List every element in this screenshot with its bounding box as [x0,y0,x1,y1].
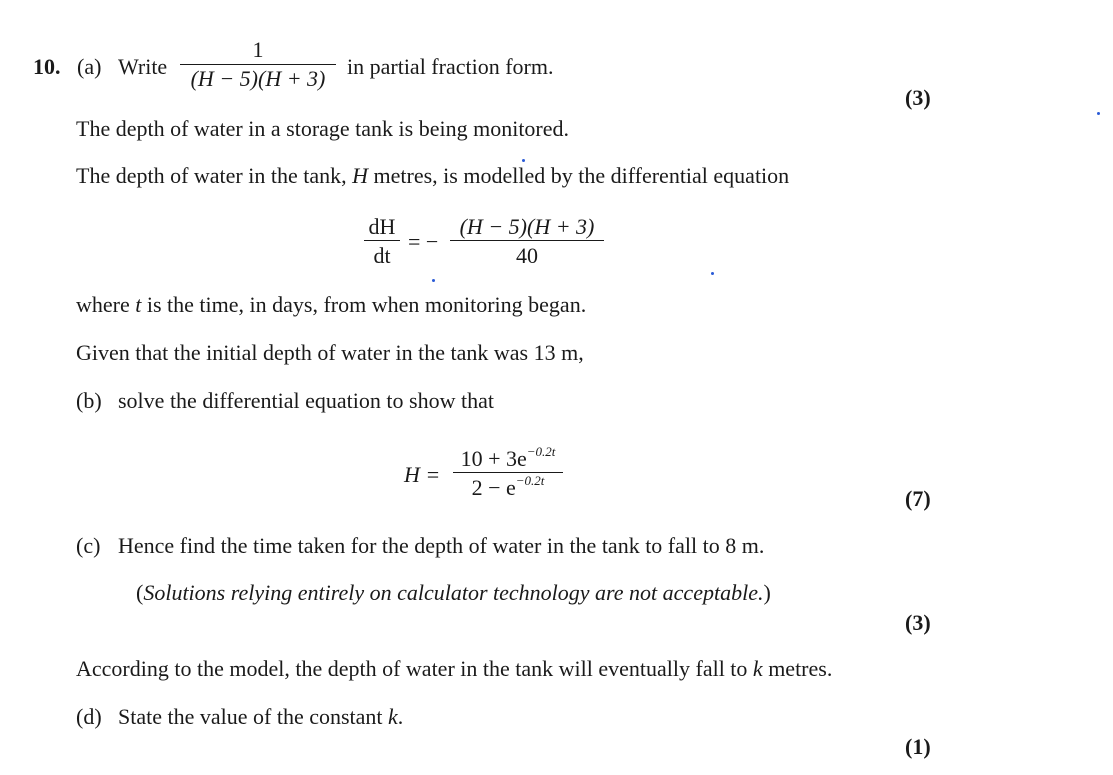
result-denominator: $2 - e^{-0.2t}$ [471,472,545,500]
part-c-note: (Solutions relying entirely on calculator technology are not acceptable.) [136,580,771,605]
variable-k-d: k [388,704,398,729]
context-line-3-a: where [76,292,130,317]
rhs-numerator: (H − 5)(H + 3) [459,214,595,239]
part-a-marks: (3) [905,85,931,110]
part-d-text [118,704,403,730]
stray-dot [711,272,714,275]
rhs-denominator: 40 [516,243,538,268]
part-c-marks: (3) [905,610,931,635]
context-line-1: The depth of water in a storage tank is being monitored. [76,116,570,141]
question-number: 10. [33,54,61,79]
part-c-note-text: Solutions relying entirely on calculator technology are not acceptable. [143,580,764,605]
part-a-post: in partial fraction form. [347,54,554,79]
rhs-fraction [450,214,604,271]
variable-h: H [352,163,369,188]
variable-t: t [135,292,142,317]
context-line-3 [76,292,586,318]
context-line-2-b: metres, is modelled by the differential equation [373,163,790,188]
context-line-5-a: According to the model, the depth of water in the tank will eventually fall to [76,656,748,681]
part-b-marks: (7) [905,486,931,511]
stray-dot [432,279,435,282]
context-line-5 [76,656,832,682]
result-numerator: $10 + 3e^{-0.2t}$ [460,443,556,471]
part-c-label: (c) [76,533,101,558]
equals-minus: = − [408,229,439,254]
stray-dot [1097,112,1100,115]
context-line-4: Given that the initial depth of water in the tank was 13 m, [76,340,584,365]
context-line-2 [76,163,789,189]
context-line-2-a: The depth of water in the tank, [76,163,347,188]
part-d-label: (d) [76,704,102,729]
dt-denominator: dt [373,243,391,268]
part-a-pre: Write [118,54,168,79]
result-fraction [453,444,563,503]
context-line-5-b: metres. [768,656,833,681]
result-lhs: H = [404,462,441,487]
part-d-text-a: State the value of the constant [118,704,383,729]
part-d-text-b: . [397,704,404,729]
part-a-fraction [180,38,336,93]
context-line-3-b: is the time, in days, from when monitoring began. [146,292,587,317]
part-b-text: solve the differential equation to show that [118,388,494,413]
part-d-marks: (1) [905,734,931,759]
dh-numerator: dH [368,214,396,239]
part-a-label: (a) [77,54,102,79]
variable-k: k [752,656,763,681]
dh-dt-fraction [364,214,400,271]
part-a-fraction-denominator: (H − 5)(H + 3) [190,66,326,91]
part-b-label: (b) [76,388,102,413]
part-c-text: Hence find the time taken for the depth of water in the tank to fall to 8 m. [118,533,765,558]
part-a-fraction-numerator: 1 [252,37,264,62]
stray-dot [522,159,525,162]
